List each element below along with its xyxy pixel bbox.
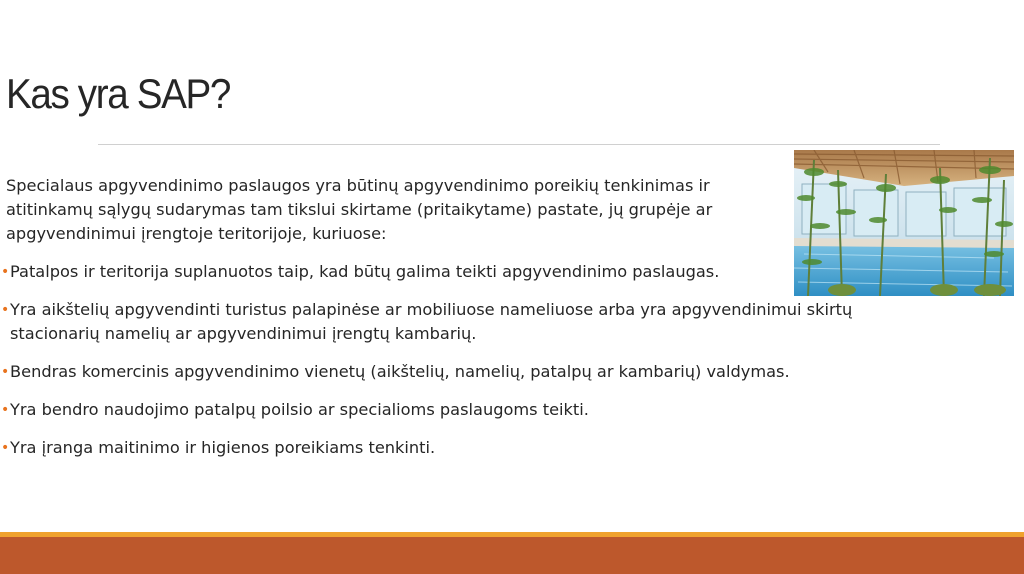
bullet-text: Yra aikštelių apgyvendinti turistus palapinėse ar mobiliuose nameliuose arba yra apgyvendinimui skirtų stacionarių namelių ar apgyvendinimui įrengtų kambarių. bbox=[10, 300, 853, 343]
bullet-text: Bendras komercinis apgyvendinimo vienetų (aikštelių, namelių, patalpų ar kambarių) valdymas. bbox=[10, 362, 790, 381]
bullet-item bbox=[0, 298, 860, 346]
slide-title: Kas yra SAP? bbox=[6, 70, 230, 117]
bullet-icon: • bbox=[1, 364, 10, 380]
bullet-item bbox=[0, 360, 860, 384]
title-divider bbox=[98, 144, 940, 145]
bullet-icon: • bbox=[1, 440, 10, 456]
bullet-icon: • bbox=[1, 264, 10, 280]
footer-bar bbox=[0, 537, 1024, 574]
indoor-pool-photo bbox=[794, 150, 1014, 296]
bullet-list bbox=[0, 260, 860, 460]
bullet-text: Patalpos ir teritorija suplanuotos taip, kad būtų galima teikti apgyvendinimo paslaugas. bbox=[10, 262, 720, 281]
bullet-item bbox=[0, 436, 860, 460]
bullet-icon: • bbox=[1, 302, 10, 318]
bullet-text: Yra įranga maitinimo ir higienos poreikiams tenkinti. bbox=[10, 438, 436, 457]
bullet-item bbox=[0, 398, 860, 422]
bullet-item bbox=[0, 260, 860, 284]
intro-paragraph: Specialaus apgyvendinimo paslaugos yra būtinų apgyvendinimo poreikių tenkinimas ir atitinkamų sąlygų sudarymas tam tikslui skirtame (pritaikytame) pastate, jų grupėje ar apgyvendinimui įrengtoje teritorijoje, kuriuose: bbox=[6, 176, 713, 243]
bullet-text: Yra bendro naudojimo patalpų poilsio ar specialioms paslaugoms teikti. bbox=[10, 400, 589, 419]
slide-body bbox=[0, 174, 860, 474]
bullet-icon: • bbox=[1, 402, 10, 418]
